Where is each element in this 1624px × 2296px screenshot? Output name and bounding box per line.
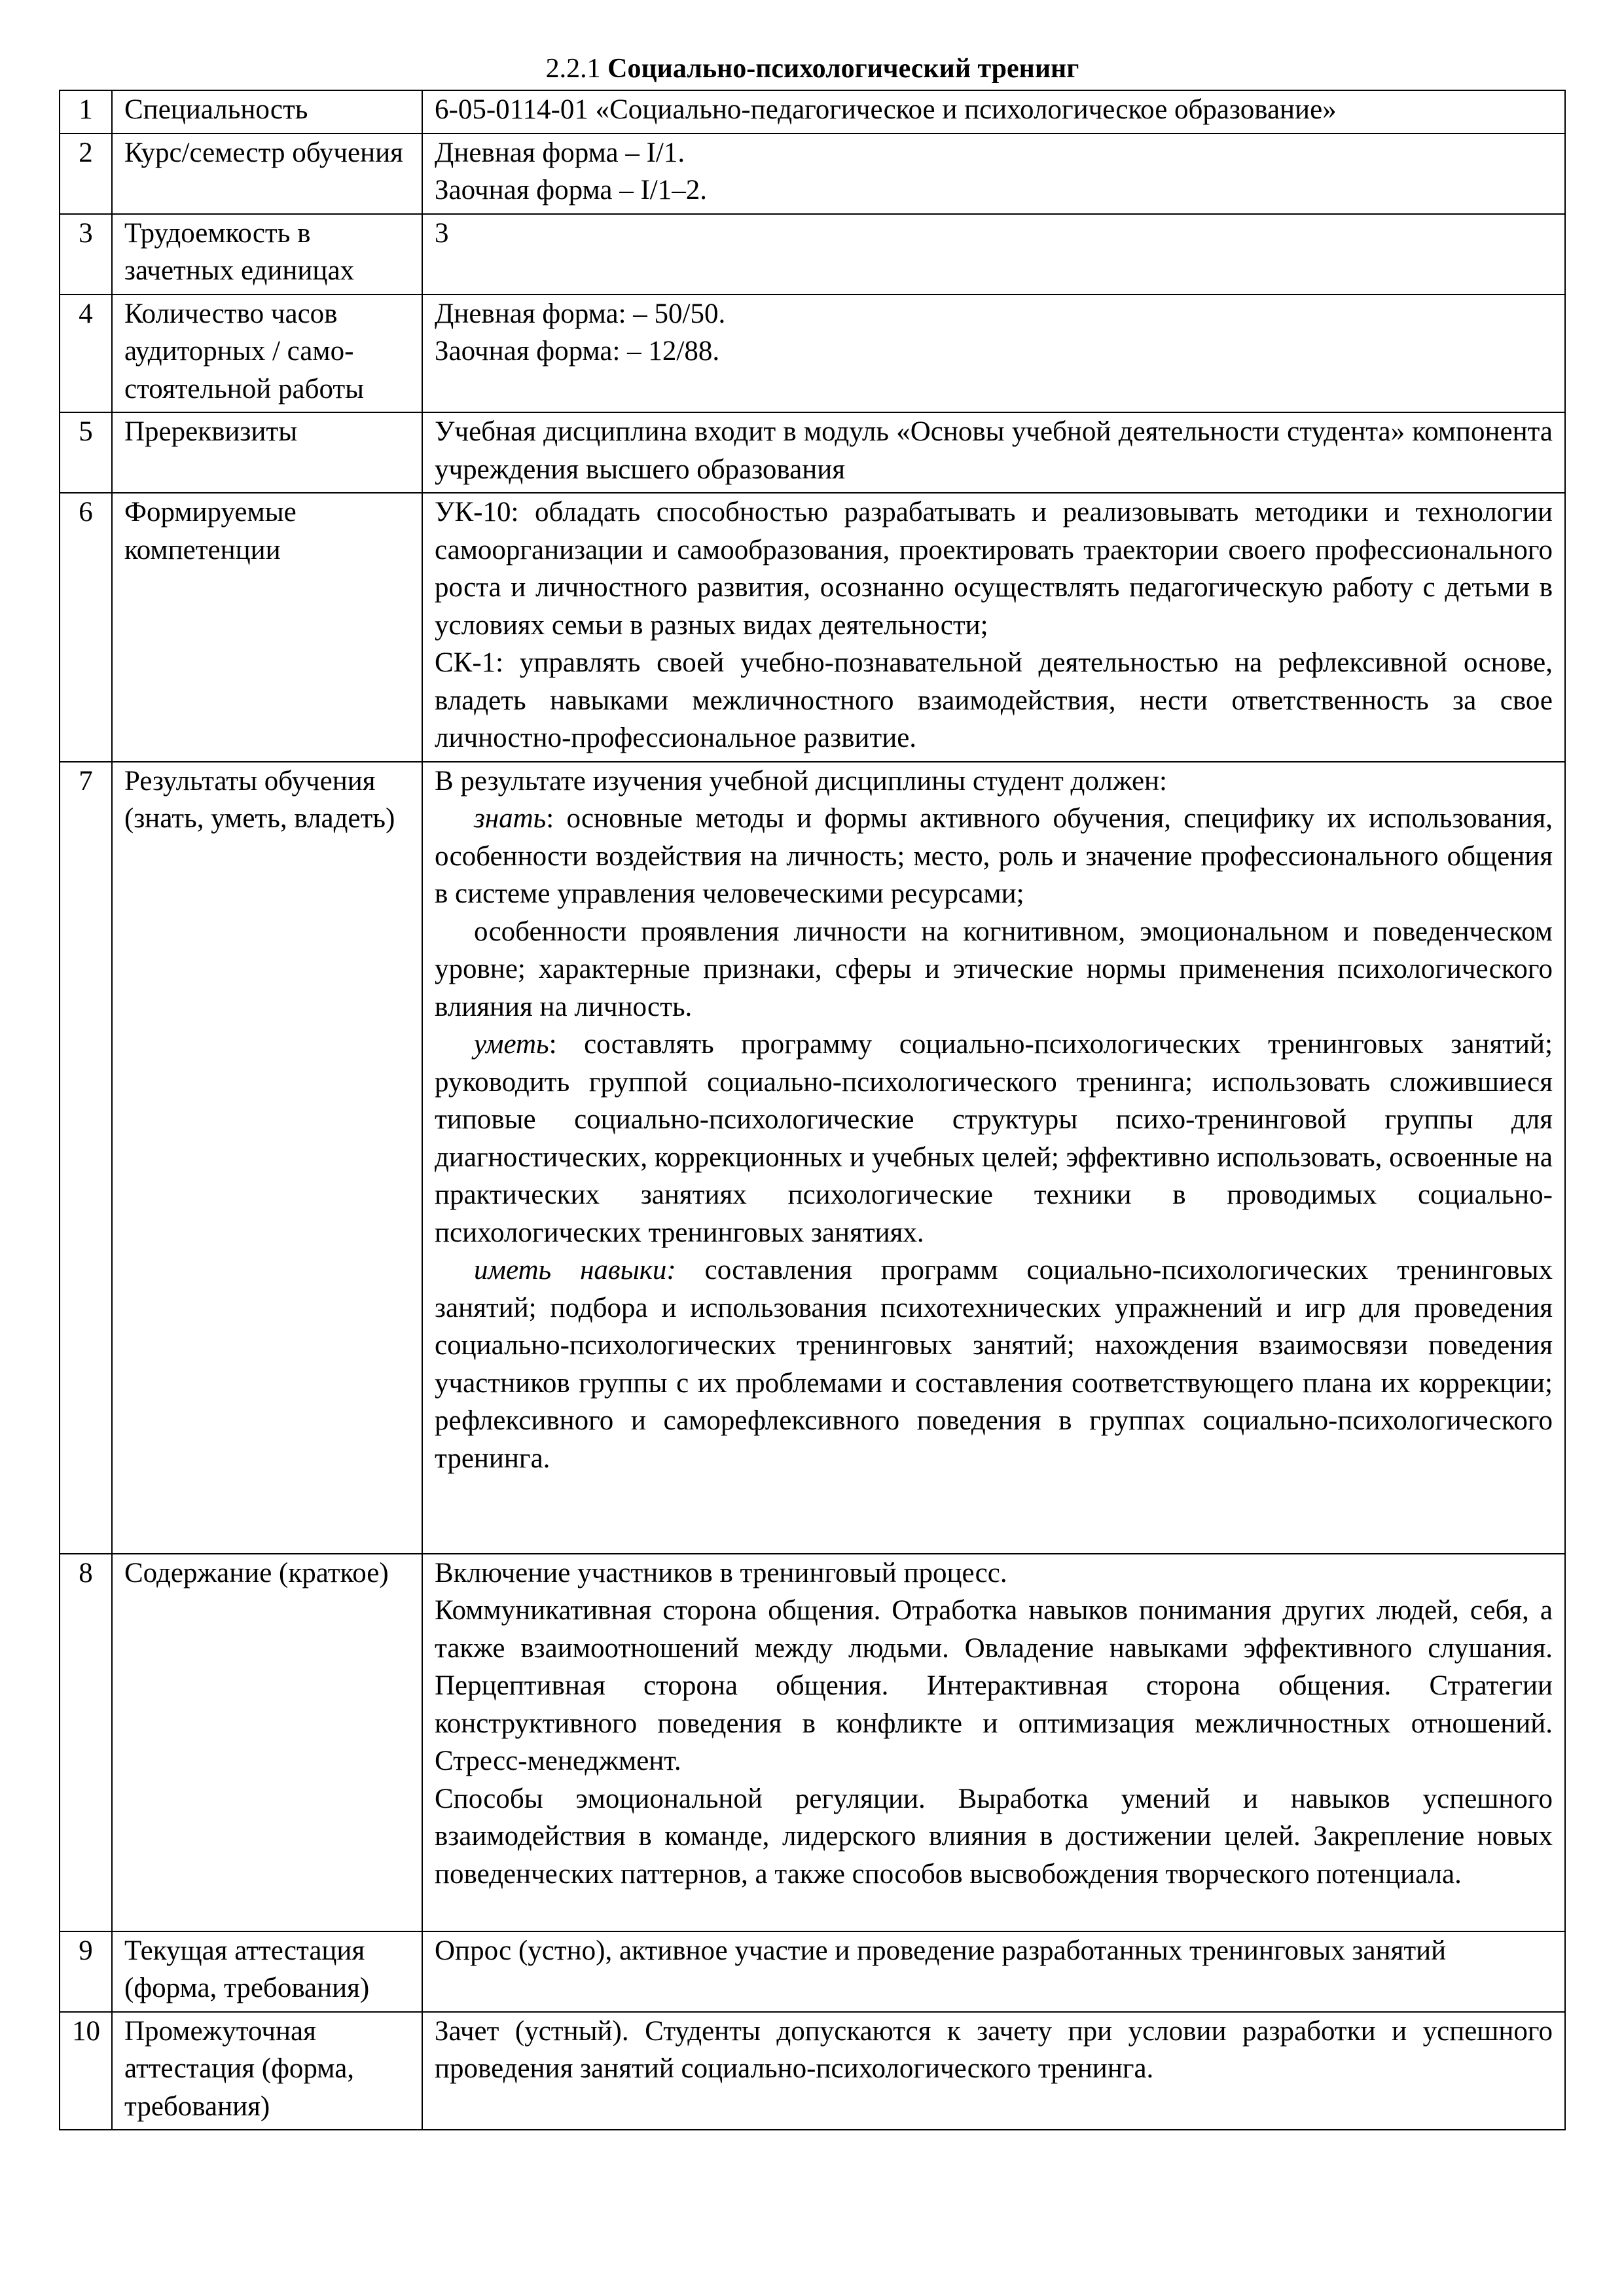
row-number: 9 <box>60 1931 112 2012</box>
section-name: Социально-психологический тренинг <box>607 54 1079 84</box>
value-line: Дневная форма – I/1. <box>435 137 685 168</box>
section-title <box>59 49 1566 88</box>
table-row <box>60 1554 1565 1931</box>
row-label: Трудоемкость в зачетных единицах <box>112 214 422 295</box>
row-number: 5 <box>60 412 112 493</box>
row-label: Специальность <box>112 90 422 134</box>
row-number: 4 <box>60 295 112 413</box>
table-row <box>60 2012 1565 2130</box>
row-number: 1 <box>60 90 112 134</box>
row-value <box>422 762 1565 1554</box>
can-text: : составлять программу социально-психологических тренинговых занятий; руководить группой социально-психологического тренинга; использовать сложившиеся типовые социально-психологические структуры психо-тренинговой группы для диагностических, коррекционных и учебных целей; эффективно использовать, освоенные на практических занятиях психологические техники в проводимых социально-психологических тренинговых занятиях. <box>435 1029 1553 1248</box>
value-line: Заочная форма: – 12/88. <box>435 336 720 367</box>
table-row <box>60 214 1565 295</box>
table-row <box>60 493 1565 762</box>
discipline-table <box>59 90 1566 2130</box>
content-paragraph: Коммуникативная сторона общения. Отработка навыков понимания других людей, себя, а также взаимоотношений между людьми. Овладение навыками эффективного слушания. Перцептивная сторона общения. Интерактивная сторона общения. Стратегии конструктивного поведения в конфликте и оптимизация межличностных отношений. Стресс-менеджмент. <box>435 1595 1553 1776</box>
document-page <box>59 49 1566 2130</box>
results-intro: В результате изучения учебной дисциплины студент должен: <box>435 765 1168 797</box>
row-number: 8 <box>60 1554 112 1931</box>
table-row <box>60 134 1565 214</box>
content-paragraph: Способы эмоциональной регуляции. Выработка умений и навыков успешного взаимодействия в команде, лидерского влияния в достижении целей. Закрепление новых поведенческих паттернов, а также способов высвобождения творческого потенциала. <box>435 1783 1553 1890</box>
row-label: Промежуточная аттестация (форма, требования) <box>112 2012 422 2130</box>
skills-label: иметь навыки: <box>474 1255 676 1285</box>
row-label: Содержание (краткое) <box>112 1554 422 1931</box>
row-value <box>422 295 1565 413</box>
can-label: уметь <box>474 1029 549 1060</box>
know-text: : основные методы и формы активного обучения, специфику их использования, особенности воздействия на личность; место, роль и значение профессионального общения в системе управления человеческими ресурсами; <box>435 803 1553 909</box>
row-value <box>422 1554 1565 1931</box>
competence-paragraph: УК-10: обладать способностью разрабатывать и реализовывать методики и технологии самоорганизации и самообразования, проектировать траектории своего профессионального роста и личностного развития, осознанно осуществлять педагогическую работу с детьми в условиях семьи в разных видах деятельности; <box>435 497 1553 641</box>
row-value <box>422 134 1565 214</box>
row-label: Результаты обучения (знать, уметь, владеть) <box>112 762 422 1554</box>
table-row <box>60 762 1565 1554</box>
competence-paragraph: СК-1: управлять своей учебно-познавательной деятельностью на рефлексивной основе, владеть навыками межличностного взаимодействия, нести ответственность за свое личностно-профессиональное развитие. <box>435 647 1553 753</box>
row-value: Опрос (устно), активное участие и проведение разработанных тренинговых занятий <box>422 1931 1565 2012</box>
value-line: Заочная форма – I/1–2. <box>435 175 707 206</box>
table-row <box>60 1931 1565 2012</box>
results-skills <box>435 1251 1553 1477</box>
skills-text: составления программ социально-психологических тренинговых занятий; подбора и использования психотехнических упражнений и игр для проведения социально-психологических тренинговых занятий; нахождения взаимосвязи поведения участников группы с их проблемами и составления соответствующего плана их коррекции; рефлексивного и саморефлексивного поведения в группах социально-психологического тренинга. <box>435 1255 1553 1474</box>
row-label: Текущая аттестация (форма, требования) <box>112 1931 422 2012</box>
row-number: 7 <box>60 762 112 1554</box>
row-value: Учебная дисциплина входит в модуль «Основы учебной деятельности студента» компонента учреждения высшего образования <box>422 412 1565 493</box>
row-value: 6-05-0114-01 «Социально-педагогическое и психологическое образование» <box>422 90 1565 134</box>
row-value <box>422 493 1565 762</box>
results-know <box>435 800 1553 913</box>
table-row <box>60 295 1565 413</box>
row-number: 6 <box>60 493 112 762</box>
value-line: Дневная форма: – 50/50. <box>435 298 726 329</box>
row-number: 3 <box>60 214 112 295</box>
results-can <box>435 1026 1553 1251</box>
row-number: 10 <box>60 2012 112 2130</box>
table-row <box>60 412 1565 493</box>
row-label: Количество часов аудиторных / само-стоятельной работы <box>112 295 422 413</box>
row-label: Пререквизиты <box>112 412 422 493</box>
row-value: 3 <box>422 214 1565 295</box>
row-label: Курс/семестр обучения <box>112 134 422 214</box>
row-number: 2 <box>60 134 112 214</box>
row-label: Формируемые компетенции <box>112 493 422 762</box>
content-paragraph: Включение участников в тренинговый процесс. <box>435 1557 1007 1588</box>
table-row <box>60 90 1565 134</box>
row-value: Зачет (устный). Студенты допускаются к зачету при условии разработки и успешного проведения занятий социально-психологического тренинга. <box>422 2012 1565 2130</box>
know-label: знать <box>474 803 547 834</box>
results-know-2: особенности проявления личности на когнитивном, эмоциональном и поведенческом уровне; характерные признаки, сферы и этические нормы применения психологического влияния на личность. <box>435 916 1553 1022</box>
section-number: 2.2.1 <box>545 54 601 84</box>
